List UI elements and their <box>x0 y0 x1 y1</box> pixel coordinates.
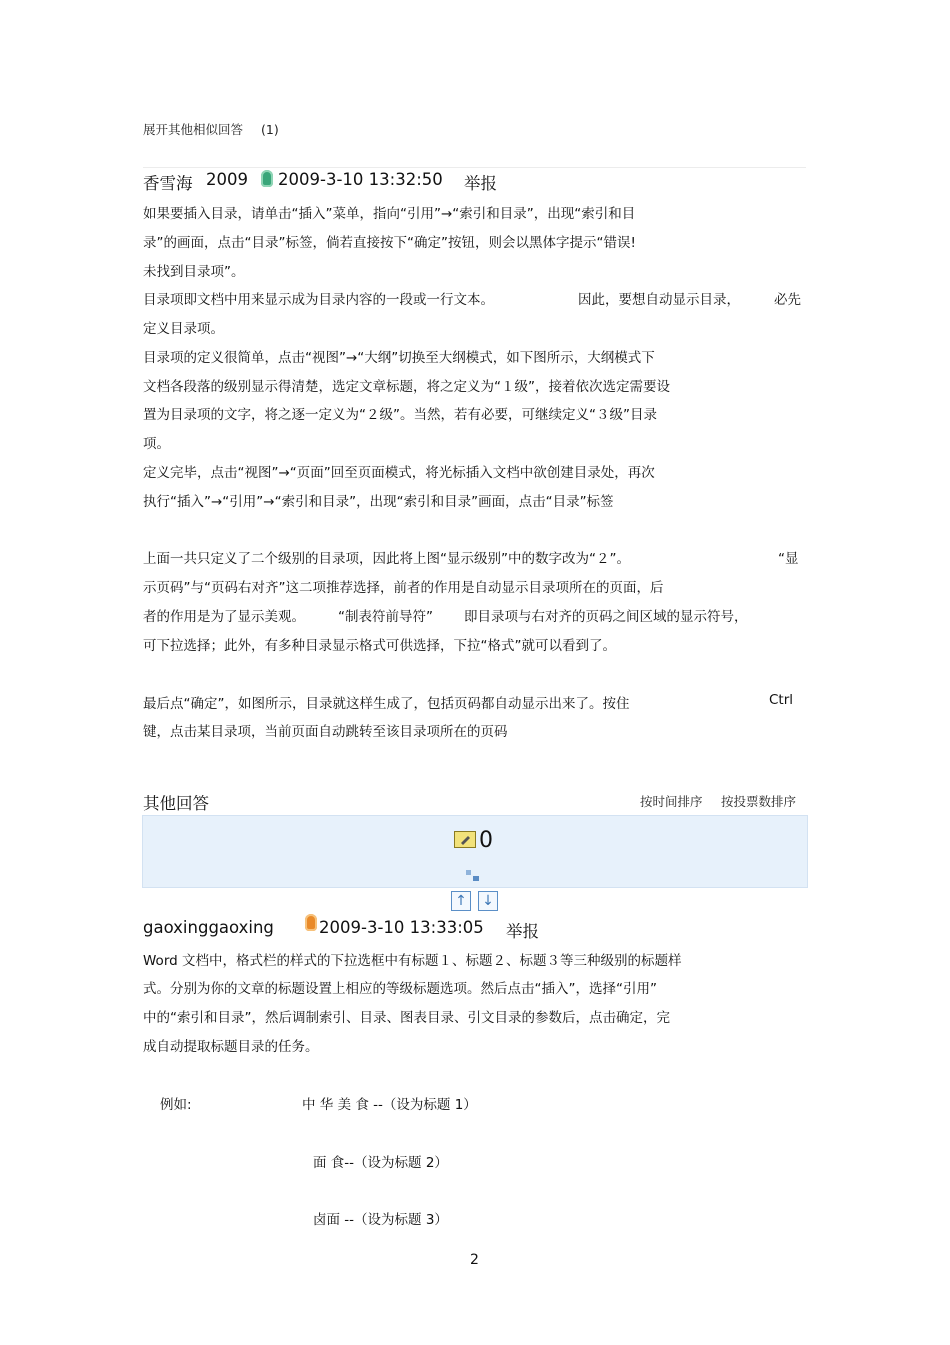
answer1-line: 定义目录项。 <box>143 321 224 337</box>
answer1-line: 录”的画面，点击“目录”标签，倘若直接按下“确定”按钮，则会以黑体字提示“错误! <box>143 235 636 251</box>
answer1-year: 2009 <box>206 170 248 189</box>
answer1-line: 定义完毕，点击“视图”→“页面”回至页面模式，将光标插入文档中欲创建目录处，再次 <box>143 465 655 481</box>
expand-similar-answers-link[interactable] <box>143 120 279 138</box>
answer1-line: 者的作用是为了显示美观。 <box>143 609 305 625</box>
other-answers-heading: 其他回答 <box>143 794 209 813</box>
answer1-user[interactable]: 香雪海 <box>143 174 193 193</box>
answer1-line: 最后点“确定”，如图所示，目录就这样生成了，包括页码都自动显示出来了。按住 <box>143 696 630 712</box>
answer1-line: 目录项即文档中用来显示成为目录内容的一段或一行文本。 <box>143 292 494 308</box>
share-icon[interactable] <box>465 868 481 882</box>
answer1-line: 可下拉选择；此外，有多种目录显示格式可供选择，下拉“格式”就可以看到了。 <box>143 638 616 654</box>
user-level-icon <box>305 914 317 931</box>
sort-by-time-link[interactable]: 按时间排序 <box>640 794 703 809</box>
answer1-line: 未找到目录项”。 <box>143 264 245 280</box>
answer1-line: 置为目录项的文字，将之逐一定义为“２级”。当然，若有必要，可继续定义“３级”目录 <box>143 407 657 423</box>
answer1-line: 上面一共只定义了二个级别的目录项，因此将上图“显示级别”中的数字改为“２”。 <box>143 551 630 567</box>
answer1-fragment: 必先 <box>774 292 801 308</box>
vote-icon[interactable] <box>454 831 476 848</box>
people-icon <box>465 869 481 883</box>
answer2-timestamp: 2009-3-10 13:33:05 <box>319 918 484 937</box>
answer1-fragment: 因此，要想自动显示目录， <box>578 292 740 308</box>
vote-count: 0 <box>479 828 493 853</box>
answer1-timestamp: 2009-3-10 13:32:50 <box>278 170 443 189</box>
answer1-line: 示页码”与“页码右对齐”这二项推荐选择，前者的作用是自动显示目录项所在的页面，后 <box>143 580 664 596</box>
arrow-down-icon: ↓ <box>482 893 494 909</box>
ctrl-key-label: Ctrl <box>769 692 794 708</box>
answer1-line: 目录项的定义很简单，点击“视图”→“大纲”切换至大纲模式，如下图所示，大纲模式下 <box>143 350 655 366</box>
example-item: 中 华 美 食 --（设为标题 1） <box>302 1097 477 1113</box>
example-item: 面 食--（设为标题 2） <box>313 1155 448 1171</box>
move-down-button[interactable] <box>478 891 498 911</box>
answer1-line: 执行“插入”→“引用”→“索引和目录”，出现“索引和目录”画面，点击“目录”标签 <box>143 494 614 510</box>
answer2-line: Word 文档中，格式栏的样式的下拉选框中有标题１、标题２、标题３等三种级别的标题样 <box>143 953 682 969</box>
page-number: 2 <box>470 1252 479 1268</box>
answer2-report-link[interactable]: 举报 <box>506 922 539 941</box>
user-level-icon <box>261 170 273 187</box>
answer2-user[interactable]: gaoxinggaoxing <box>143 918 274 937</box>
sort-by-votes-link[interactable]: 按投票数排序 <box>721 794 797 809</box>
move-up-button[interactable] <box>451 891 471 911</box>
arrow-up-icon: ↑ <box>455 893 467 909</box>
answer1-fragment: “显 <box>778 551 799 567</box>
divider <box>143 167 806 168</box>
answer2-line: 成自动提取标题目录的任务。 <box>143 1039 319 1055</box>
answer1-line: 项。 <box>143 436 170 452</box>
answer2-line: 中的“索引和目录”，然后调制索引、目录、图表目录、引文目录的参数后，点击确定，完 <box>143 1010 670 1026</box>
answer1-fragment: 即目录项与右对齐的页码之间区域的显示符号， <box>464 609 748 625</box>
example-item: 卤面 --（设为标题 3） <box>313 1212 448 1228</box>
expand-label: 展开其他相似回答 <box>143 122 244 137</box>
answer1-report-link[interactable]: 举报 <box>464 174 497 193</box>
example-label: 例如: <box>160 1097 192 1113</box>
answer1-fragment: “制表符前导符” <box>338 609 433 625</box>
answer1-line: 如果要插入目录，请单击“插入”菜单，指向“引用”→“索引和目录”，出现“索引和目 <box>143 206 636 222</box>
pencil-icon <box>455 832 475 847</box>
answer1-line: 文档各段落的级别显示得清楚，选定文章标题，将之定义为“１级”，接着依次选定需要设 <box>143 379 670 395</box>
answer1-line: 键，点击某目录项，当前页面自动跳转至该目录项所在的页码 <box>143 724 508 740</box>
expand-count: (1) <box>261 122 279 137</box>
answer2-line: 式。分别为你的文章的标题设置上相应的等级标题选项。然后点击“插入”，选择“引用” <box>143 981 657 997</box>
